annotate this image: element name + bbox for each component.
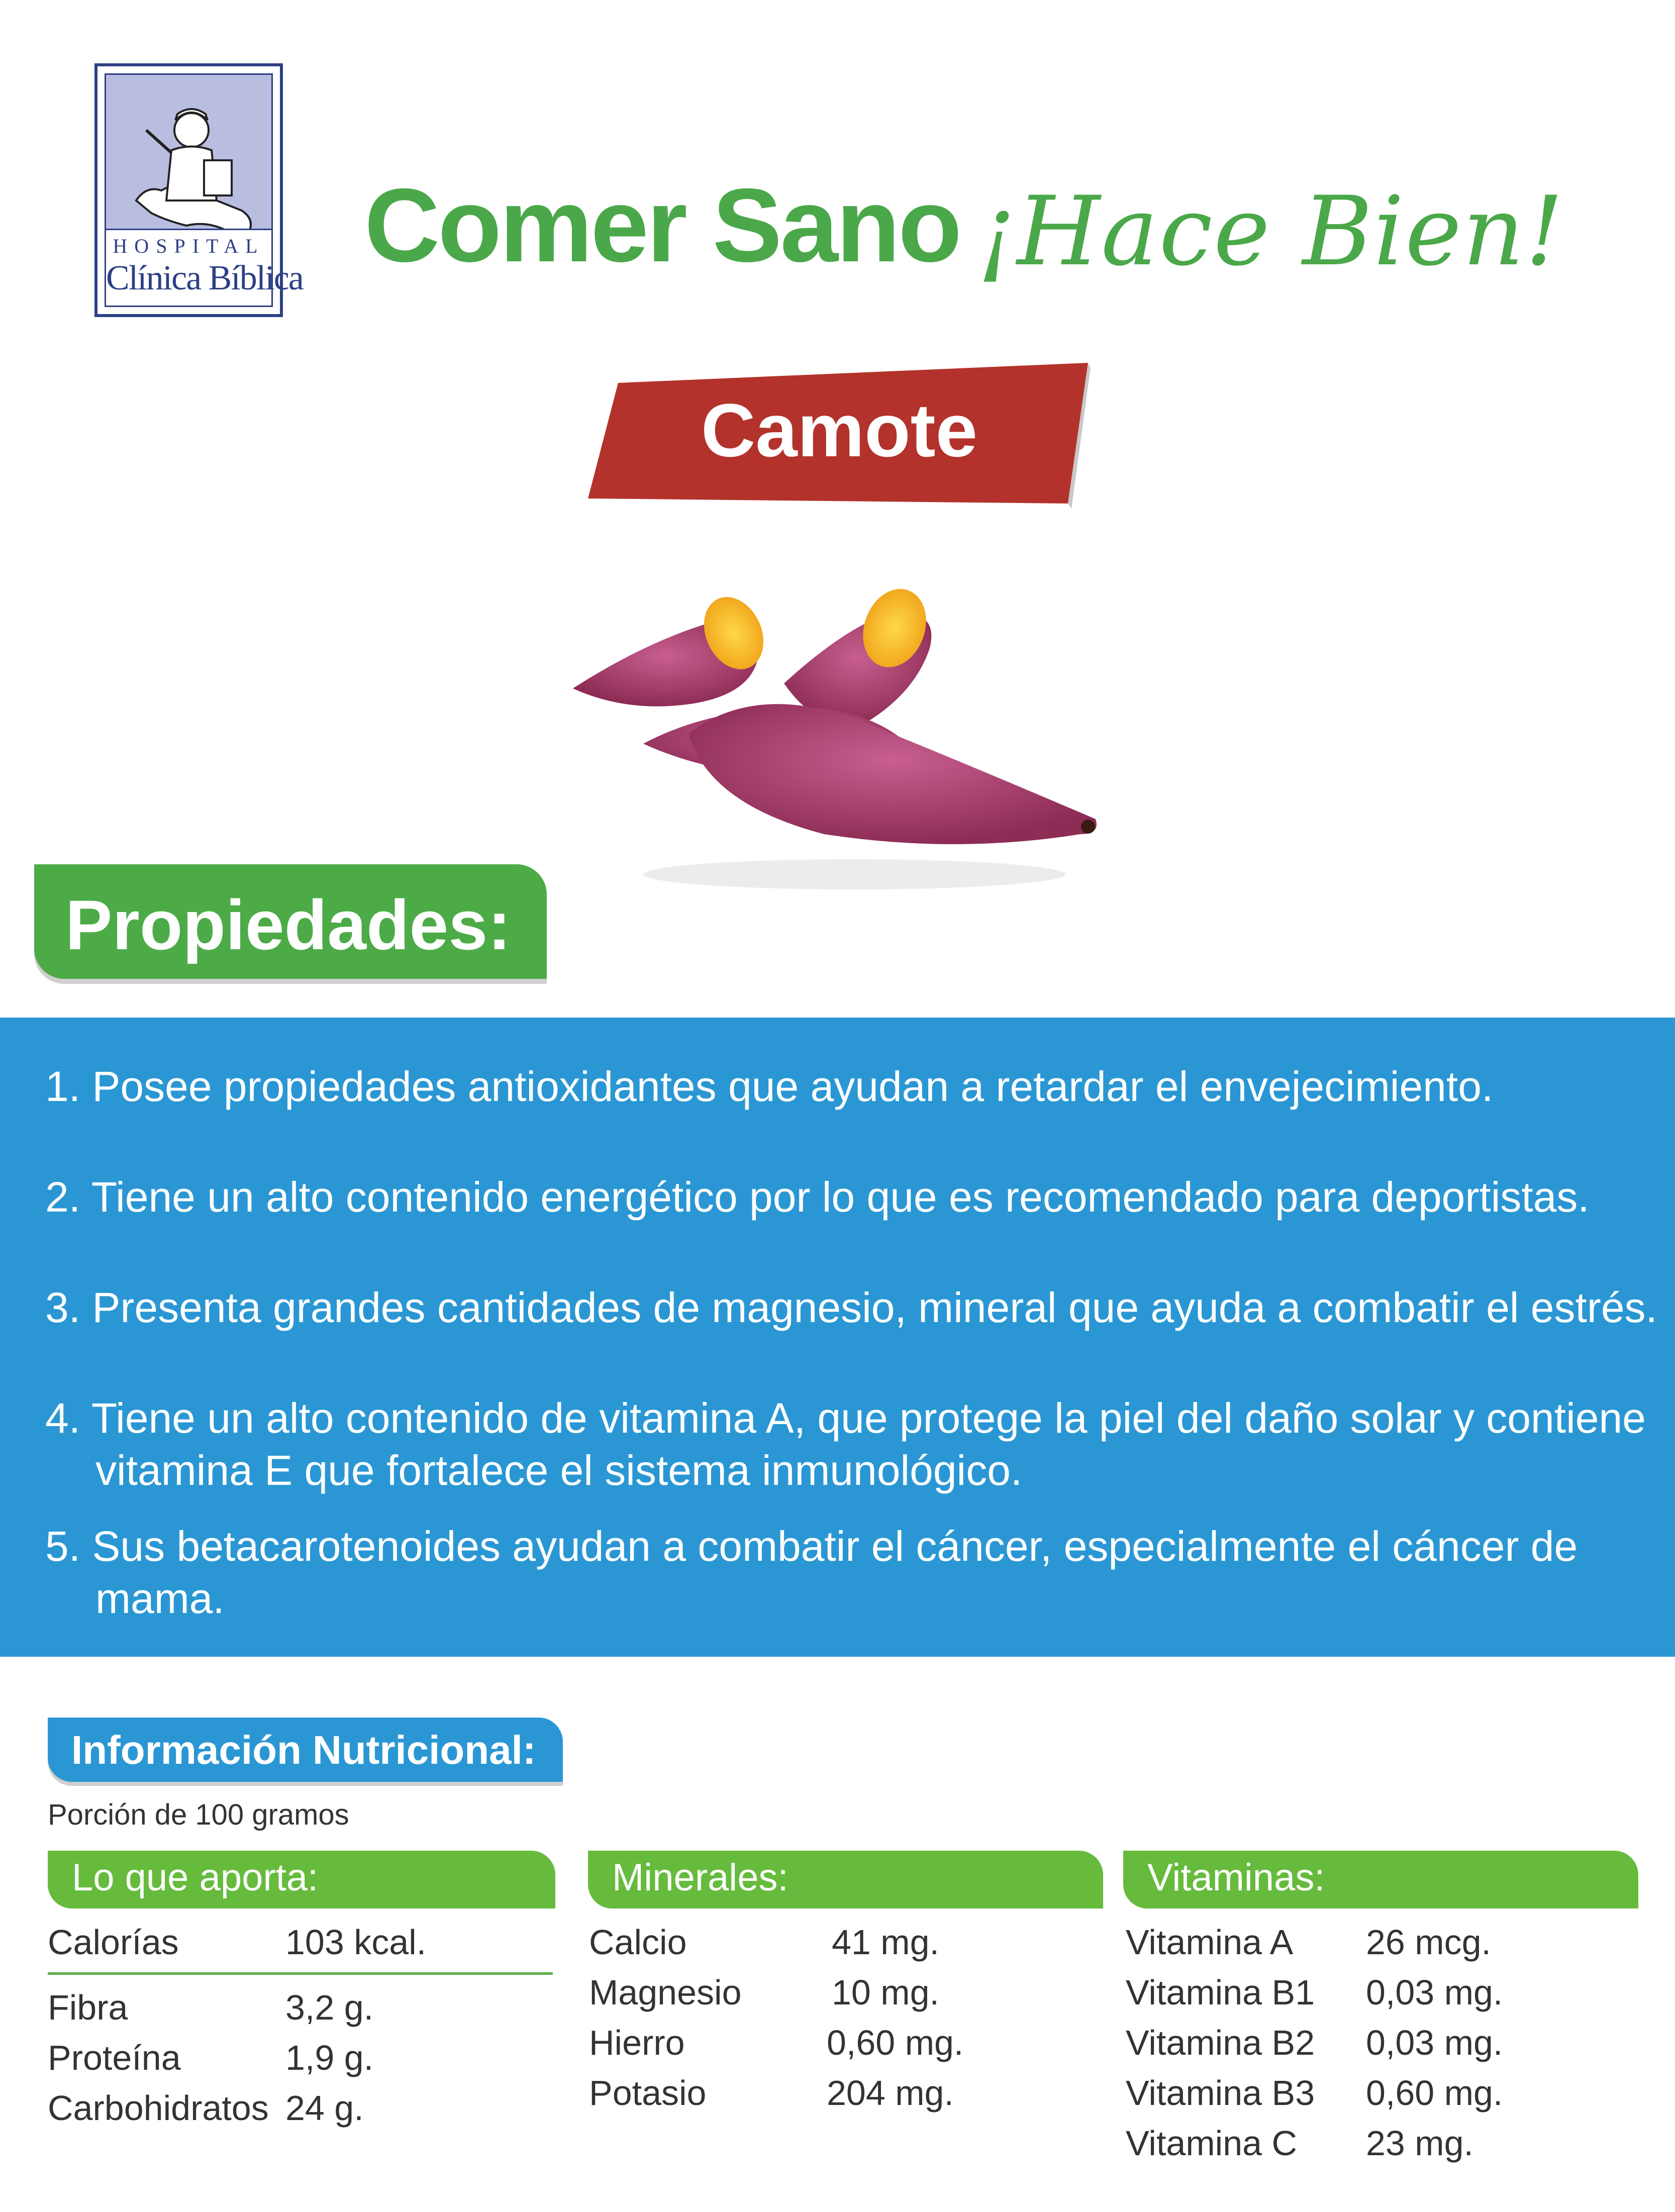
nutrient-value: 26 mcg. — [1366, 1923, 1491, 1962]
minerales-header-label: Minerales: — [612, 1856, 789, 1899]
property-text: Presenta grandes cantidades de magnesio, mineral que ayuda a combatir el estrés. — [92, 1284, 1657, 1331]
nutrient-label: Hierro — [589, 2023, 685, 2062]
property-item — [45, 1060, 1663, 1113]
property-text: Tiene un alto contenido energético por lo que es recomendado para deportistas. — [91, 1173, 1590, 1221]
nutrient-value: 0,03 mg. — [1366, 1973, 1503, 2012]
nutrition-title: Información Nutricional: — [71, 1728, 536, 1772]
nutrient-label: Proteína — [48, 2038, 181, 2077]
nutrient-value: 0,03 mg. — [1366, 2023, 1503, 2062]
nutrient-value: 3,2 g. — [285, 1988, 374, 2027]
aporta-header-label: Lo que aporta: — [72, 1856, 319, 1899]
nutrient-value: 0,60 mg. — [827, 2023, 964, 2062]
portion-label: Porción de 100 gramos — [48, 1798, 349, 1831]
nutrient-label: Calcio — [589, 1923, 687, 1962]
nutrient-label: Fibra — [48, 1988, 128, 2027]
property-continuation: mama. — [95, 1575, 225, 1622]
nutrient-label: Vitamina B3 — [1126, 2073, 1315, 2113]
nutrient-value: 1,9 g. — [285, 2038, 374, 2077]
vitaminas-header-label: Vitaminas: — [1147, 1856, 1325, 1899]
vitaminas-header — [1123, 1851, 1638, 1908]
properties-panel — [0, 1018, 1675, 1657]
nutrient-value: 103 kcal. — [285, 1923, 427, 1962]
property-number: 3. — [45, 1284, 81, 1331]
aporta-header — [48, 1851, 555, 1908]
nutrient-label: Vitamina B2 — [1126, 2023, 1315, 2062]
logo-hospital-text: HOSPITAL — [113, 235, 265, 257]
logo-name-text: Clínica Bíblica — [106, 259, 303, 297]
property-number: 1. — [45, 1063, 81, 1110]
row-divider — [48, 1972, 553, 1975]
nutrient-value: 23 mg. — [1366, 2124, 1473, 2163]
property-number: 4. — [45, 1394, 81, 1442]
product-name: Camote — [701, 388, 978, 472]
nutrient-label: Calorías — [48, 1923, 179, 1962]
property-text: Posee propiedades antioxidantes que ayudan a retardar el envejecimiento. — [92, 1063, 1494, 1110]
page-title-script: ¡Hace Bien! — [977, 176, 1565, 287]
nutrient-label: Carbohidratos — [48, 2088, 269, 2128]
nutrient-value: 10 mg. — [832, 1973, 939, 2012]
minerales-header — [588, 1851, 1103, 1908]
property-item — [45, 1281, 1663, 1334]
property-number: 2. — [45, 1173, 81, 1221]
properties-title: Propiedades: — [65, 885, 511, 964]
property-item — [45, 1520, 1663, 1625]
sweet-potato-image-icon — [543, 553, 1141, 904]
nutrient-value: 41 mg. — [832, 1923, 939, 1962]
nutrient-label: Potasio — [589, 2073, 707, 2113]
hospital-logo — [94, 63, 303, 317]
property-item — [45, 1392, 1663, 1496]
nutrient-value: 24 g. — [285, 2088, 364, 2128]
nutrient-value: 0,60 mg. — [1366, 2073, 1503, 2113]
nutrient-label: Vitamina C — [1126, 2124, 1298, 2163]
property-item — [45, 1171, 1663, 1223]
nutrient-label: Vitamina A — [1126, 1923, 1294, 1962]
property-number: 5. — [45, 1523, 81, 1570]
property-text: Tiene un alto contenido de vitamina A, que protege la piel del daño solar y contiene — [91, 1394, 1646, 1442]
property-text: Sus betacarotenoides ayudan a combatir el cáncer, especialmente el cáncer de — [92, 1523, 1578, 1570]
nutrient-value: 204 mg. — [827, 2073, 954, 2113]
property-continuation: vitamina E que fortalece el sistema inmunológico. — [95, 1447, 1023, 1494]
nurse-map-illustration-icon — [116, 85, 267, 251]
page-title-main: Comer Sano — [364, 167, 960, 284]
nutrient-label: Vitamina B1 — [1126, 1973, 1315, 2012]
nutrient-label: Magnesio — [589, 1973, 742, 2012]
